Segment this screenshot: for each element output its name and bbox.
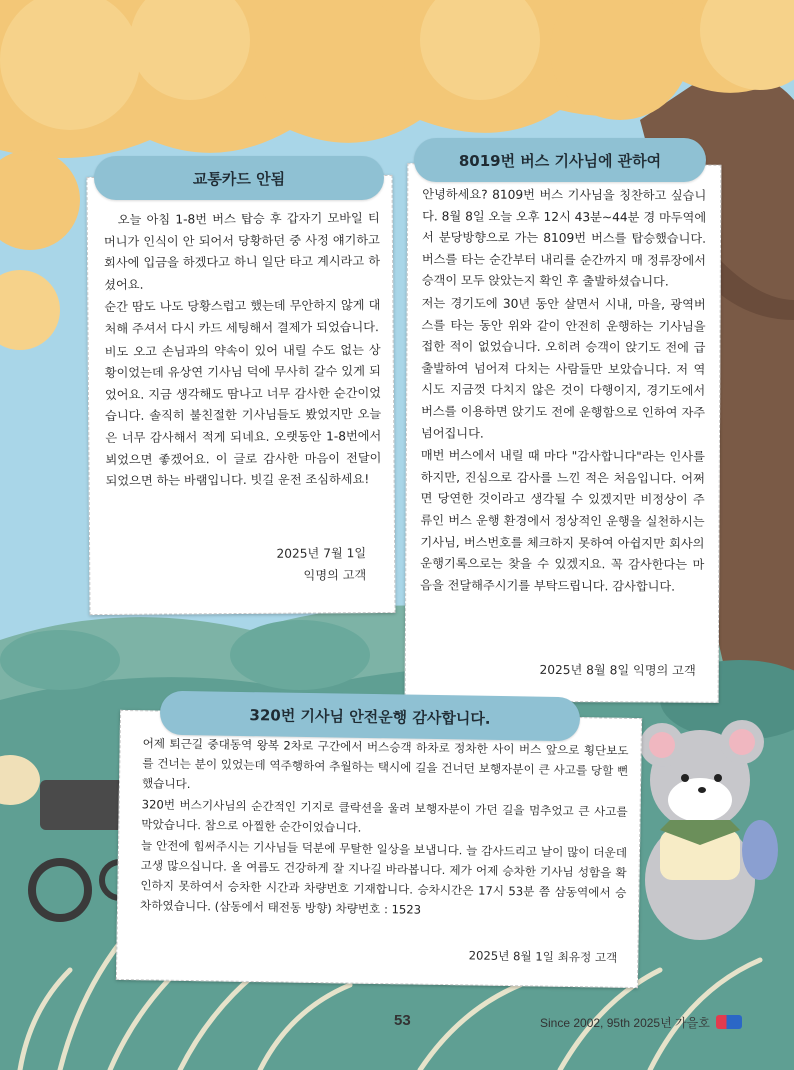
card3-signature: 2025년 8월 1일 최유정 고객 (468, 948, 618, 965)
card3-title-tab (160, 691, 581, 742)
card2-paragraph-1: 안녕하세요? 8109번 버스 기사님을 칭찬하고 싶습니다. 8월 8일 오늘 오후 12시 43분~44분 경 마두역에서 분당방향으로 가는 8109번 버스를 탑승했습니다. 버스를 타는 순간부터 내리를 순간까지 매 정류장에서 승객이 모두 앉았는지 확인 후 출발하셨습니다. (421, 187, 707, 289)
card2-paragraph-3: 매번 버스에서 내릴 때 마다 "감사합니다"라는 인사를 하지만, 진심으로 감사를 느낀 적은 처음입니다. 어쩌면 당연한 것이라고 생각될 수 있겠지만 비정상이 주류인 버스 운행 환경에서 정상적인 운행을 실천하시는 기사님, 버스번호를 체크하지 못하여 아쉽지만 회사의 운행기록으로는 찾을 수 있겠지요. 꼭 감사한다는 마음을 전달해주시기를 부탁드립니다. 감사합니다. (420, 448, 705, 594)
card2-signature: 2025년 8월 8일 익명의 고객 (539, 662, 696, 678)
card2-title-tab (414, 138, 706, 182)
card2-title: 8019번 버스 기사님에 관하여 (458, 151, 662, 170)
card2-body (420, 184, 706, 599)
card1-title: 교통카드 안됨 (192, 169, 286, 188)
card2-paragraph-2: 저는 경기도에 30년 동안 살면서 시내, 마을, 광역버스를 타는 동안 위와 같이 안전히 운행하는 기사님을 접한 적이 없었습니다. 오히려 승객이 앉기도 전에 급출발하여 넘어져 다치는 사람들만 보았습니다. 저 역시도 지금껏 다치지 않은 것이 다행이지, 경기도에서 버스를 이용하면 앉기도 전에 운행함으로 인하여 자주 넘어집니다. (420, 296, 706, 441)
card1-paragraph-3: 비도 오고 손님과의 약속이 있어 내릴 수도 없는 상황이었는데 유상연 기사님 덕에 무사히 갈수 있게 되었어요. 지금 생각해도 땀나고 너무 감사한 순간이었습니다. 솔직히 불친절한 기사님들도 봤었지만 오늘은 너무 감사해서 적게 되네요. 오랫동안 1-8번에서 뵈었으면 좋겠어요. 이 글로 감사한 마음이 전달이 되었으면 하는 바램입니다. 빗길 운전 조심하세요! (104, 342, 382, 489)
card1-body (104, 208, 382, 494)
card1-paragraph-1: 오늘 아침 1-8번 버스 탑승 후 갑자기 모바일 티머니가 인식이 안 되어서 당황하던 중 사정 얘기하고 회사에 입금을 하겠다고 하니 일단 타고 계시라고 하셨어요. (103, 211, 381, 292)
card1-date: 2025년 7월 1일 (276, 546, 367, 561)
card3-body (140, 733, 629, 924)
issue-info (540, 1014, 742, 1031)
card1-paragraph-2: 순간 땀도 나도 당황스럽고 했는데 무안하지 않게 대처해 주셔서 다시 카드 세팅해서 결제가 되었습니다. (104, 298, 381, 336)
issue-text: Since 2002, 95th 2025년 가을호 (540, 1016, 710, 1030)
card3-paragraph-3: 늘 안전에 힘써주시는 기사님들 덕분에 무탈한 일상을 보냅니다. 늘 감사드리고 날이 많이 더운데 고생 많으십니다. 올 여름도 건강하게 잘 지나길 바라봅니다. 제가 어제 승차한 기사님 성함을 확인하지 못하여서 승차한 시간과 차량번호 기재합니다. 승차시간은 17시 53분 쯤 삼동역에서 승차하였습니다. (삼동에서 태전동 방향) 차량번호 : 1523 (139, 838, 628, 917)
card1-signature (276, 542, 366, 587)
card3-title: 320번 기사님 안전운행 감사합니다. (249, 705, 491, 728)
card1-title-tab (94, 156, 384, 200)
card1-author: 익명의 고객 (303, 568, 367, 583)
logo-icon (716, 1015, 742, 1029)
letter-card-1 (86, 175, 395, 615)
page-number: 53 (394, 1012, 411, 1029)
card3-paragraph-2: 320번 버스기사님의 순간적인 기지로 클락션을 울려 보행자분이 가던 길을 멈추었고 큰 사고를 막았습니다. 참으로 아찔한 순간이었습니다. (141, 797, 628, 835)
card3-paragraph-1: 어제 퇴근길 중대동역 왕복 2차로 구간에서 버스승객 하차로 정차한 사이 버스 앞으로 횡단보도를 건너는 분이 있었는데 역주행하여 추월하는 택시에 길을 건너던 보행자분이 큰 사고를 당할 뻔했습니다. (141, 736, 629, 792)
letter-card-2 (405, 163, 722, 703)
letter-card-3 (116, 710, 642, 988)
